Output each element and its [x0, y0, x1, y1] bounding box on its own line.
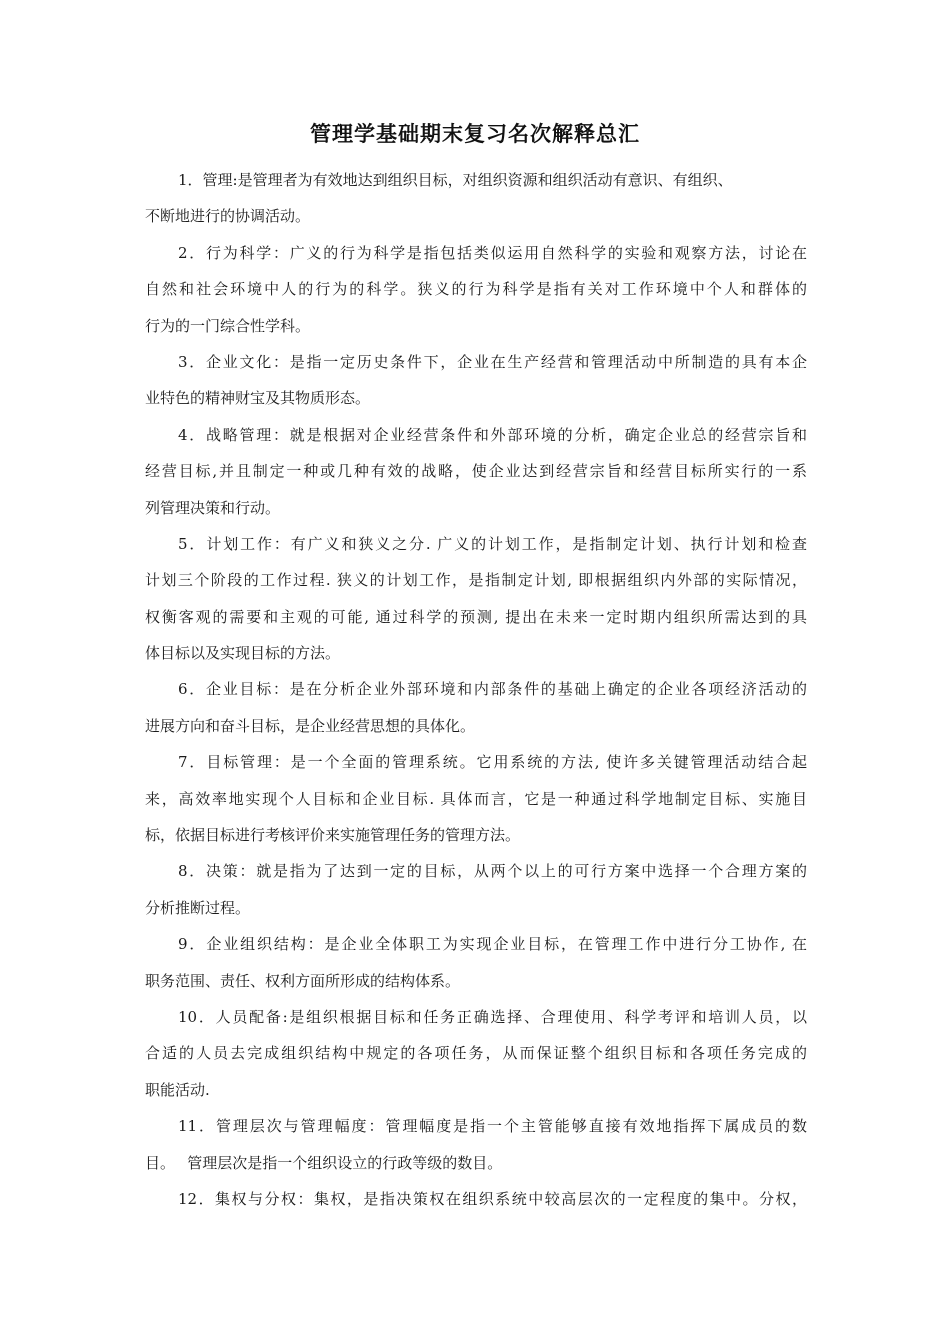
- text-line: 进展方向和奋斗目标，是企业经营思想的具体化。: [145, 716, 476, 735]
- text-line: 职能活动.: [145, 1080, 210, 1099]
- text-line: 合适的人员去完成组织结构中规定的各项任务，从而保证整个组织目标和各项任务完成的: [145, 1044, 807, 1063]
- text-line: 列管理决策和行动。: [145, 498, 281, 517]
- text-line: 计划三个阶段的工作过程. 狭义的计划工作，是指制定计划, 即根据组织内外部的实际情况，: [145, 571, 807, 590]
- text-line: 自然和社会环境中人的行为的科学。狭义的行为科学是指有关对工作环境中个人和群体的: [145, 280, 807, 299]
- text-line: 3．企业文化：是指一定历史条件下，企业在生产经营和管理活动中所制造的具有本企: [178, 352, 807, 371]
- text-line: 4．战略管理：就是根据对企业经营条件和外部环境的分析，确定企业总的经营宗旨和: [178, 425, 807, 444]
- text-line: 5．计划工作：有广义和狭义之分. 广义的计划工作，是指制定计划、执行计划和检查: [178, 534, 807, 553]
- text-line: 12．集权与分权：集权，是指决策权在组织系统中较高层次的一定程度的集中。分权，: [178, 1189, 807, 1208]
- text-line: 来，高效率地实现个人目标和企业目标. 具体而言，它是一种通过科学地制定目标、实施目: [145, 789, 807, 808]
- text-line: 2．行为科学：广义的行为科学是指包括类似运用自然科学的实验和观察方法，讨论在: [178, 243, 807, 262]
- text-line: 不断地进行的协调活动。: [145, 207, 311, 226]
- text-line: 标，依据目标进行考核评价来实施管理任务的管理方法。: [145, 826, 521, 845]
- text-line: 10．人员配备:是组织根据目标和任务正确选择、合理使用、科学考评和培训人员，以: [178, 1007, 807, 1026]
- text-line: 业特色的精神财宝及其物质形态。: [145, 389, 371, 408]
- text-line: 9．企业组织结构：是企业全体职工为实现企业目标，在管理工作中进行分工协作, 在: [178, 935, 807, 954]
- text-line: 体目标以及实现目标的方法。: [145, 644, 341, 663]
- text-line: 权衡客观的需要和主观的可能, 通过科学的预测, 提出在未来一定时期内组织所需达到的具: [145, 607, 807, 626]
- text-line: 职务范围、责任、权利方面所形成的结构体系。: [145, 971, 461, 990]
- text-line: 11．管理层次与管理幅度：管理幅度是指一个主管能够直接有效地指挥下属成员的数: [178, 1117, 807, 1136]
- text-line: 分析推断过程。: [145, 898, 251, 917]
- text-line: 7．目标管理：是一个全面的管理系统。它用系统的方法, 使许多关键管理活动结合起: [178, 753, 807, 772]
- text-line: 6．企业目标：是在分析企业外部环境和内部条件的基础上确定的企业各项经济活动的: [178, 680, 807, 699]
- document-title: 管理学基础期末复习名次解释总汇: [310, 122, 640, 146]
- text-line: 行为的一门综合性学科。: [145, 316, 311, 335]
- text-line: 1．管理:是管理者为有效地达到组织目标，对组织资源和组织活动有意识、有组织、: [178, 171, 733, 189]
- text-line: 8．决策：就是指为了达到一定的目标，从两个以上的可行方案中选择一个合理方案的: [178, 862, 807, 881]
- document-body: [145, 162, 807, 1217]
- text-line: 目。 管理层次是指一个组织设立的行政等级的数目。: [145, 1153, 503, 1172]
- text-line: 经营目标,并且制定一种或几种有效的战略，使企业达到经营宗旨和经营目标所实行的一系: [145, 462, 807, 481]
